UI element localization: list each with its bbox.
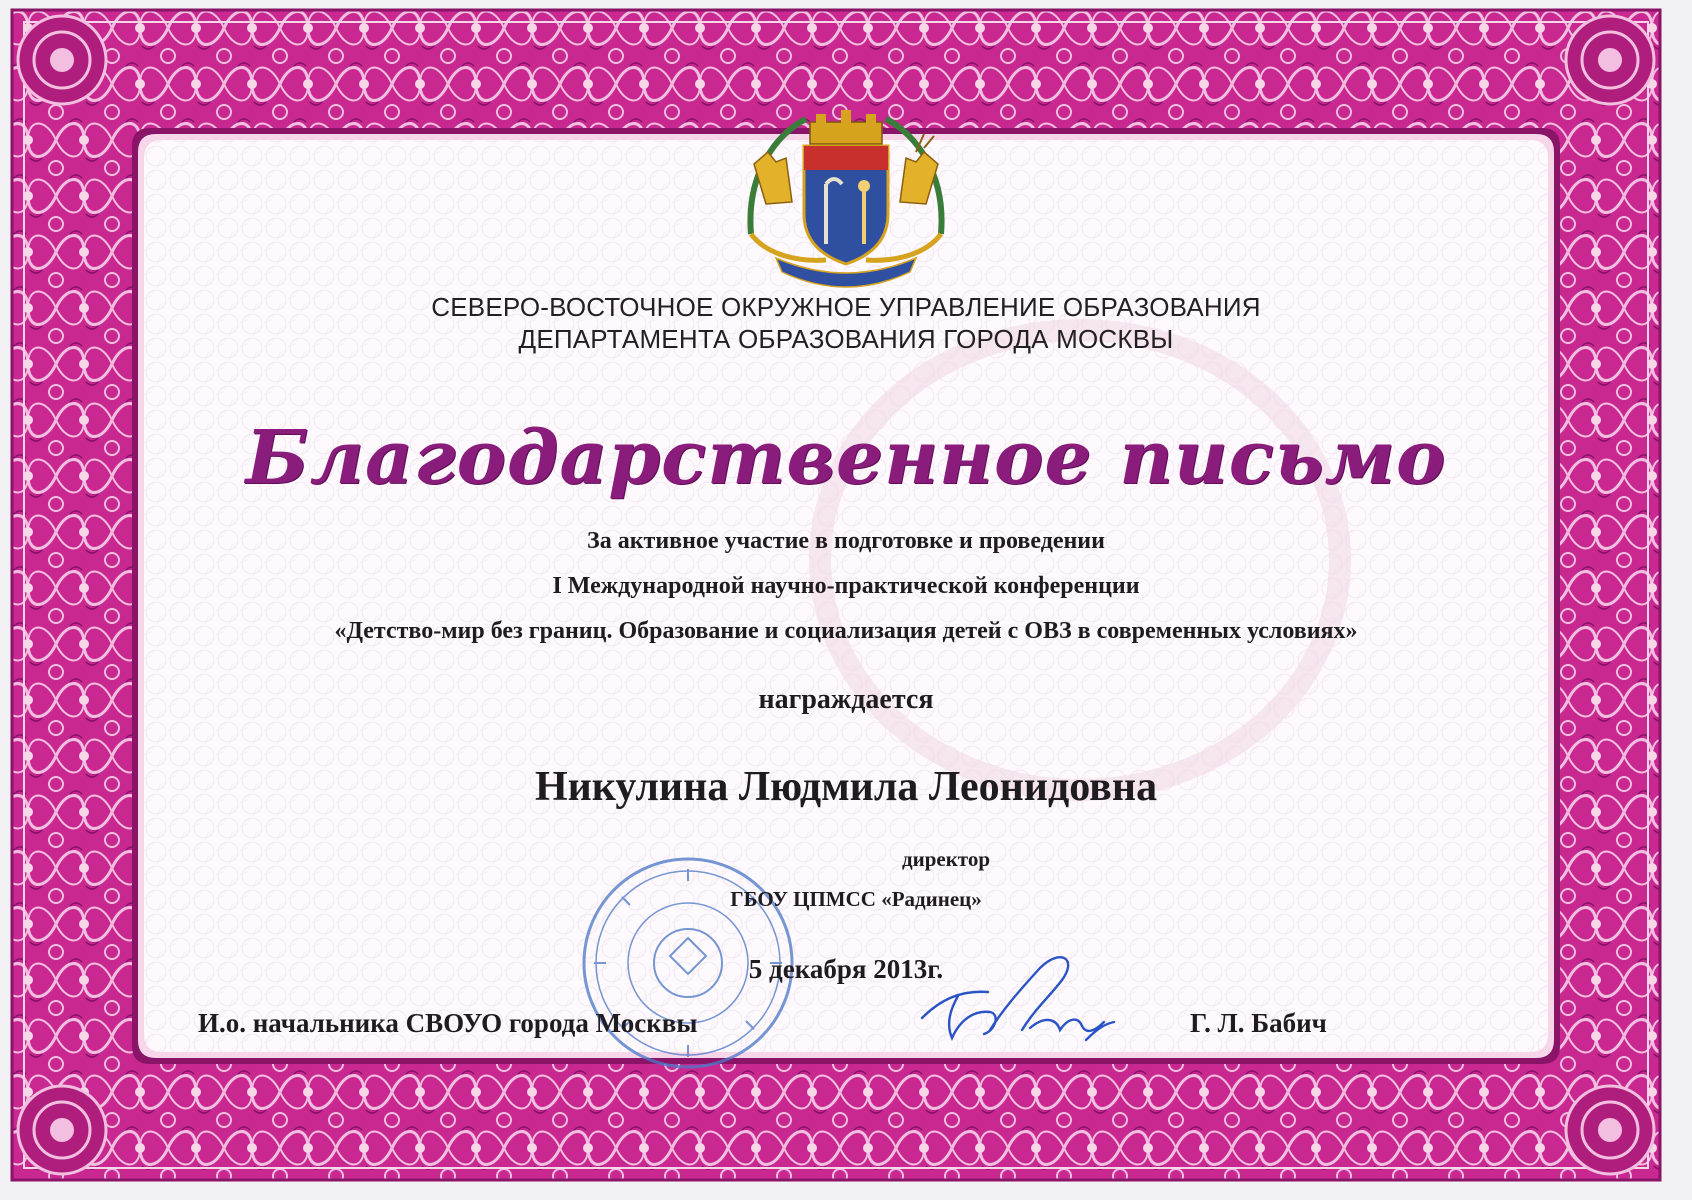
- document-title: Благодарственное письмо: [245, 415, 1447, 501]
- reason-line-3: «Детство-мир без границ. Образование и социализация детей с ОВЗ в современных условиях»: [334, 618, 1358, 644]
- signatory-name: Г. Л. Бабич: [1190, 1008, 1327, 1038]
- recipient-institution: ГБОУ ЦПМСС «Радинец»: [730, 887, 982, 911]
- recipient-position: директор: [901, 847, 991, 871]
- reason-line-2: I Международной научно-практической конференции: [552, 573, 1140, 599]
- corner-rosette-icon: [1566, 1086, 1654, 1174]
- corner-rosette-icon: [18, 1086, 106, 1174]
- signatory-title: И.о. начальника СВОУО города Москвы: [198, 1008, 698, 1038]
- issue-date: 5 декабря 2013г.: [748, 954, 944, 984]
- coat-of-arms-icon: [750, 110, 941, 287]
- corner-rosette-icon: [1566, 16, 1654, 104]
- organization-line-2: ДЕПАРТАМЕНТА ОБРАЗОВАНИЯ ГОРОДА МОСКВЫ: [518, 324, 1174, 354]
- organization-line-1: СЕВЕРО-ВОСТОЧНОЕ ОКРУЖНОЕ УПРАВЛЕНИЕ ОБРАЗОВАНИЯ: [431, 292, 1261, 322]
- recipient-name: Никулина Людмила Леонидовна: [534, 764, 1158, 810]
- reason-line-1: За активное участие в подготовке и проведении: [587, 528, 1105, 554]
- awarded-label: награждается: [758, 684, 934, 715]
- corner-rosette-icon: [18, 16, 106, 104]
